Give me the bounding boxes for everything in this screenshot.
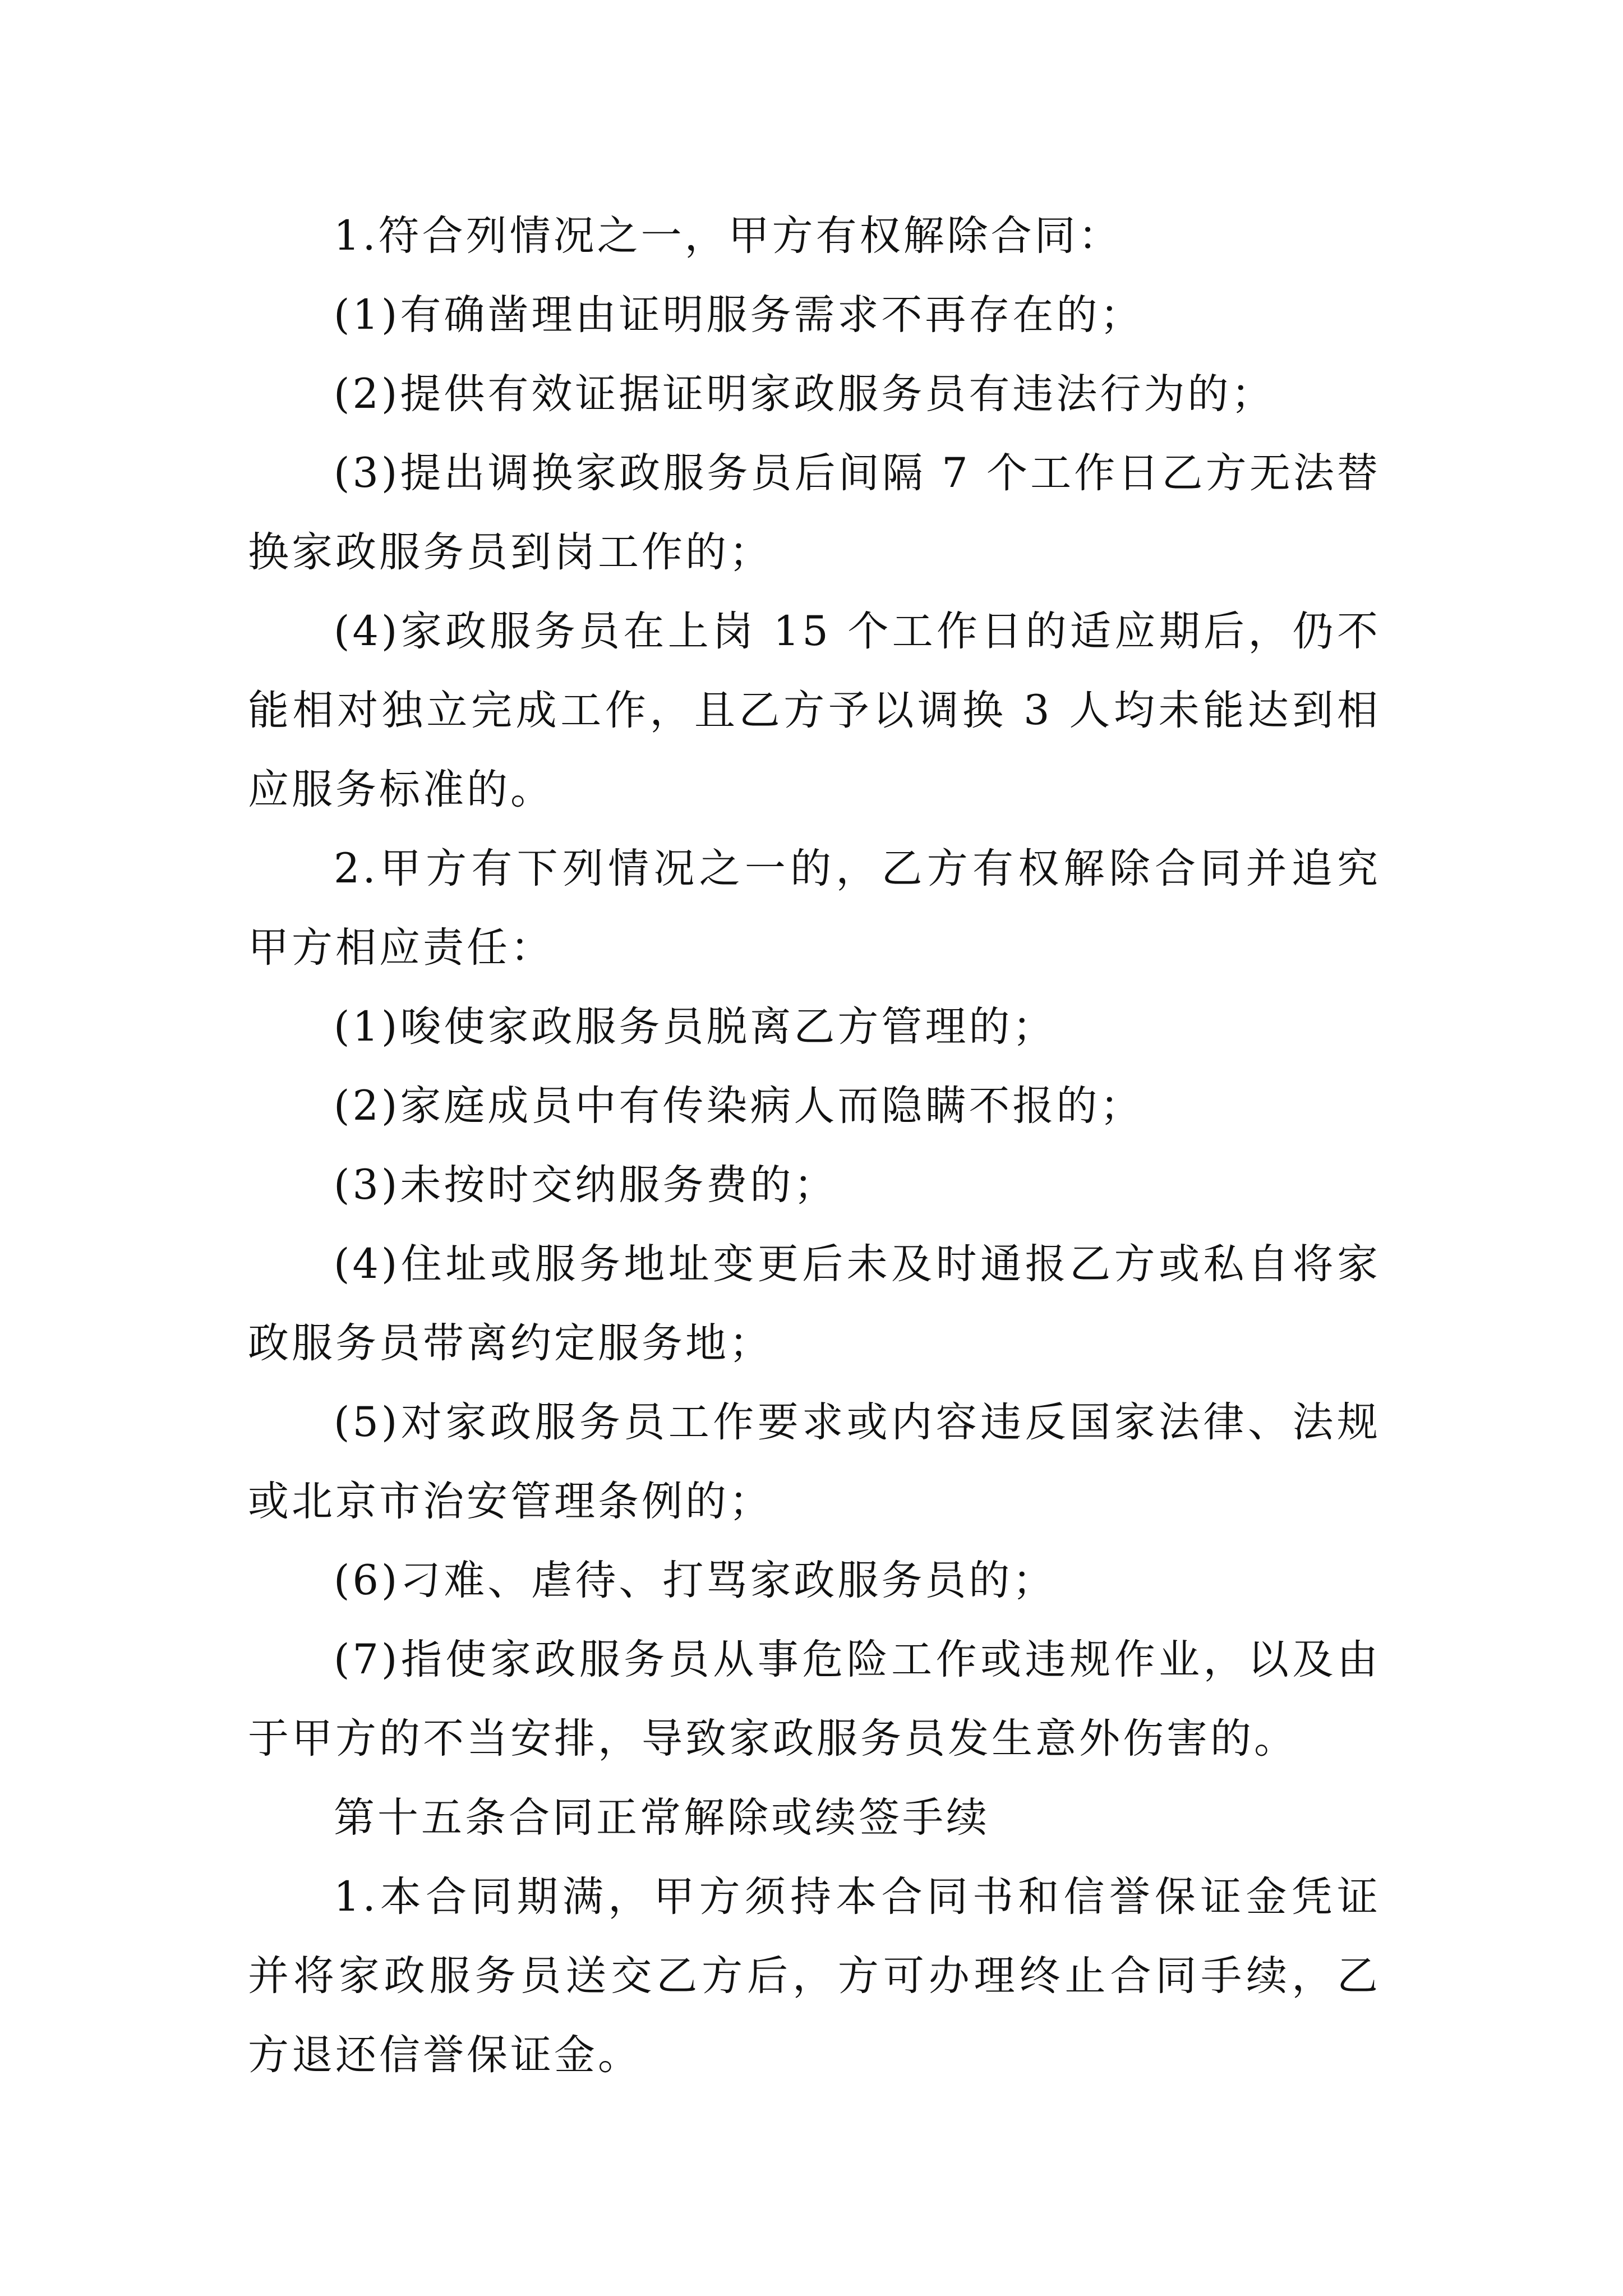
paragraph-clause-1-item-2: (2)提供有效证据证明家政服务员有违法行为的；: [334, 370, 1275, 418]
paragraph-article-15-item-1: 1.本合同期满，甲方须持本合同书和信誉保证金凭证并将家政服务员送交乙方后，方可办理终止合同手续，乙方退还信誉保证金。: [248, 1873, 1381, 2079]
paragraph-clause-1-item-4: (4)家政服务员在上岗 15 个工作日的适应期后，仍不能相对独立完成工作，且乙方予以调换 3 人均未能达到相应服务标准的。: [248, 608, 1381, 813]
paragraph-clause-2-item-3: (3)未按时交纳服务费的；: [334, 1161, 838, 1209]
paragraph-clause-2-item-1: (1)唆使家政服务员脱离乙方管理的；: [334, 1003, 1057, 1051]
article-15-heading: 第十五条合同正常解除或续签手续: [334, 1794, 990, 1842]
paragraph-clause-2-item-5: (5)对家政服务员工作要求或内容违反国家法律、法规或北京市治安管理条例的；: [248, 1398, 1381, 1525]
paragraph-clause-2-item-6: (6)刁难、虐待、打骂家政服务员的；: [334, 1557, 1057, 1604]
paragraph-clause-1-item-1: (1)有确凿理由证明服务需求不再存在的；: [334, 291, 1144, 339]
paragraph-clause-2-item-7: (7)指使家政服务员从事危险工作或违规作业，以及由于甲方的不当安排，导致家政服务员发生意外伤害的。: [248, 1636, 1381, 1763]
paragraph-clause-2-item-2: (2)家庭成员中有传染病人而隐瞒不报的；: [334, 1082, 1144, 1130]
paragraph-clause-1-item-3: (3)提出调换家政服务员后间隔 7 个工作日乙方无法替换家政服务员到岗工作的；: [248, 449, 1381, 576]
document-body: [248, 196, 1381, 2095]
paragraph-clause-2-heading: 2.甲方有下列情况之一的，乙方有权解除合同并追究甲方相应责任：: [248, 845, 1381, 972]
paragraph-clause-1-heading: 1.符合列情况之一，甲方有权解除合同：: [334, 212, 1122, 260]
paragraph-clause-2-item-4: (4)住址或服务地址变更后未及时通报乙方或私自将家政服务员带离约定服务地；: [248, 1240, 1381, 1367]
